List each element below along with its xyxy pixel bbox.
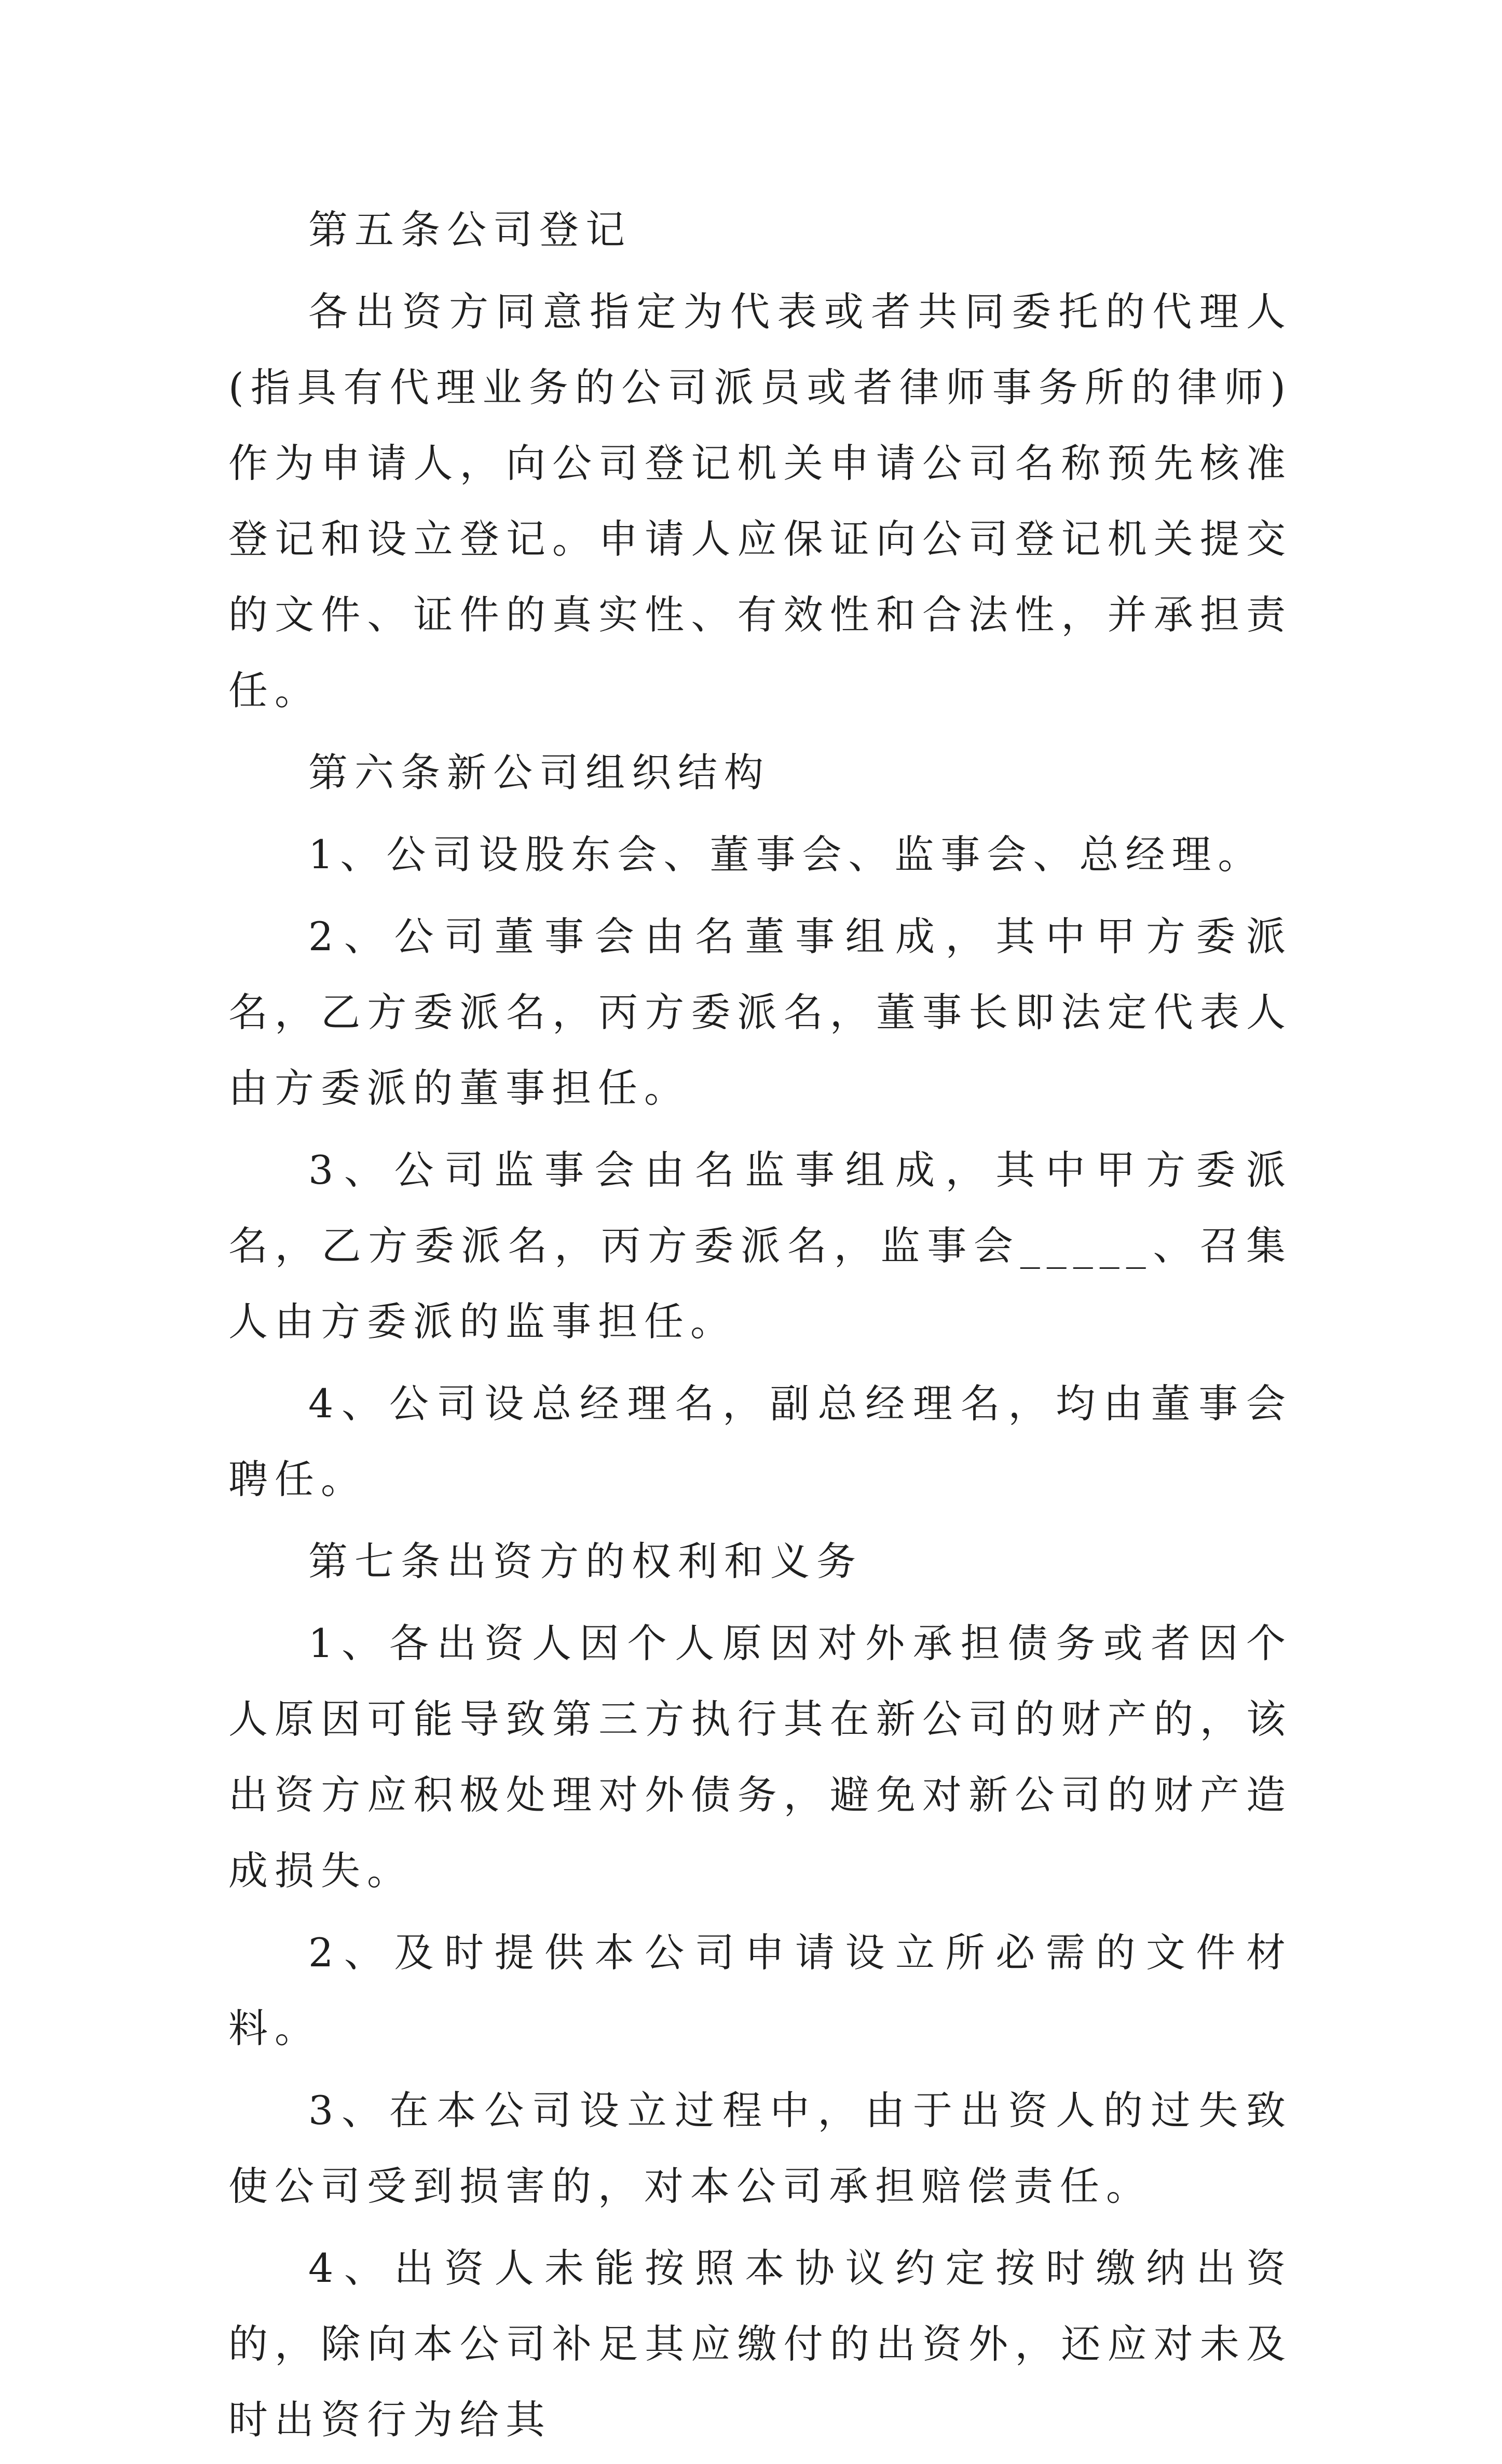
paragraph-item-7-2: 2、及时提供本公司申请设立所必需的文件材料。 xyxy=(228,1929,1292,2051)
paragraph-item-7-4: 4、出资人未能按照本协议约定按时缴纳出资的，除向本公司补足其应缴付的出资外，还应对未及时出资行为给其 xyxy=(228,2245,1292,2443)
section-heading-5: 第五条公司登记 xyxy=(308,207,632,253)
document-body xyxy=(228,192,1292,2464)
paragraph-item-7-3: 3、在本公司设立过程中，由于出资人的过失致使公司受到损害的，对本公司承担赔偿责任。 xyxy=(228,2087,1292,2209)
section-heading-7: 第七条出资方的权利和义务 xyxy=(308,1538,863,1584)
paragraph-item-7-1: 1、各出资人因个人原因对外承担债务或者因个人原因可能导致第三方执行其在新公司的财产的，该出资方应积极处理对外债务，避免对新公司的财产造成损失。 xyxy=(228,1620,1292,1894)
section-heading-6: 第六条新公司组织结构 xyxy=(308,749,770,796)
paragraph-registration: 各出资方同意指定为代表或者共同委托的代理人(指具有代理业务的公司派员或者律师事务所的律师)作为申请人，向公司登记机关申请公司名称预先核准登记和设立登记。申请人应保证向公司登记机关提交的文件、证件的真实性、有效性和合法性，并承担责任。 xyxy=(228,289,1292,714)
paragraph-item-6-3: 3、公司监事会由名监事组成，其中甲方委派名，乙方委派名，丙方委派名，监事会_____、召集人由方委派的监事担任。 xyxy=(228,1147,1292,1345)
paragraph-item-6-2: 2、公司董事会由名董事组成，其中甲方委派名，乙方委派名，丙方委派名，董事长即法定代表人由方委派的董事担任。 xyxy=(228,913,1292,1111)
paragraph-item-6-1: 1、公司设股东会、董事会、监事会、总经理。 xyxy=(308,831,1264,878)
paragraph-item-6-4: 4、公司设总经理名，副总经理名，均由董事会聘任。 xyxy=(228,1380,1292,1502)
